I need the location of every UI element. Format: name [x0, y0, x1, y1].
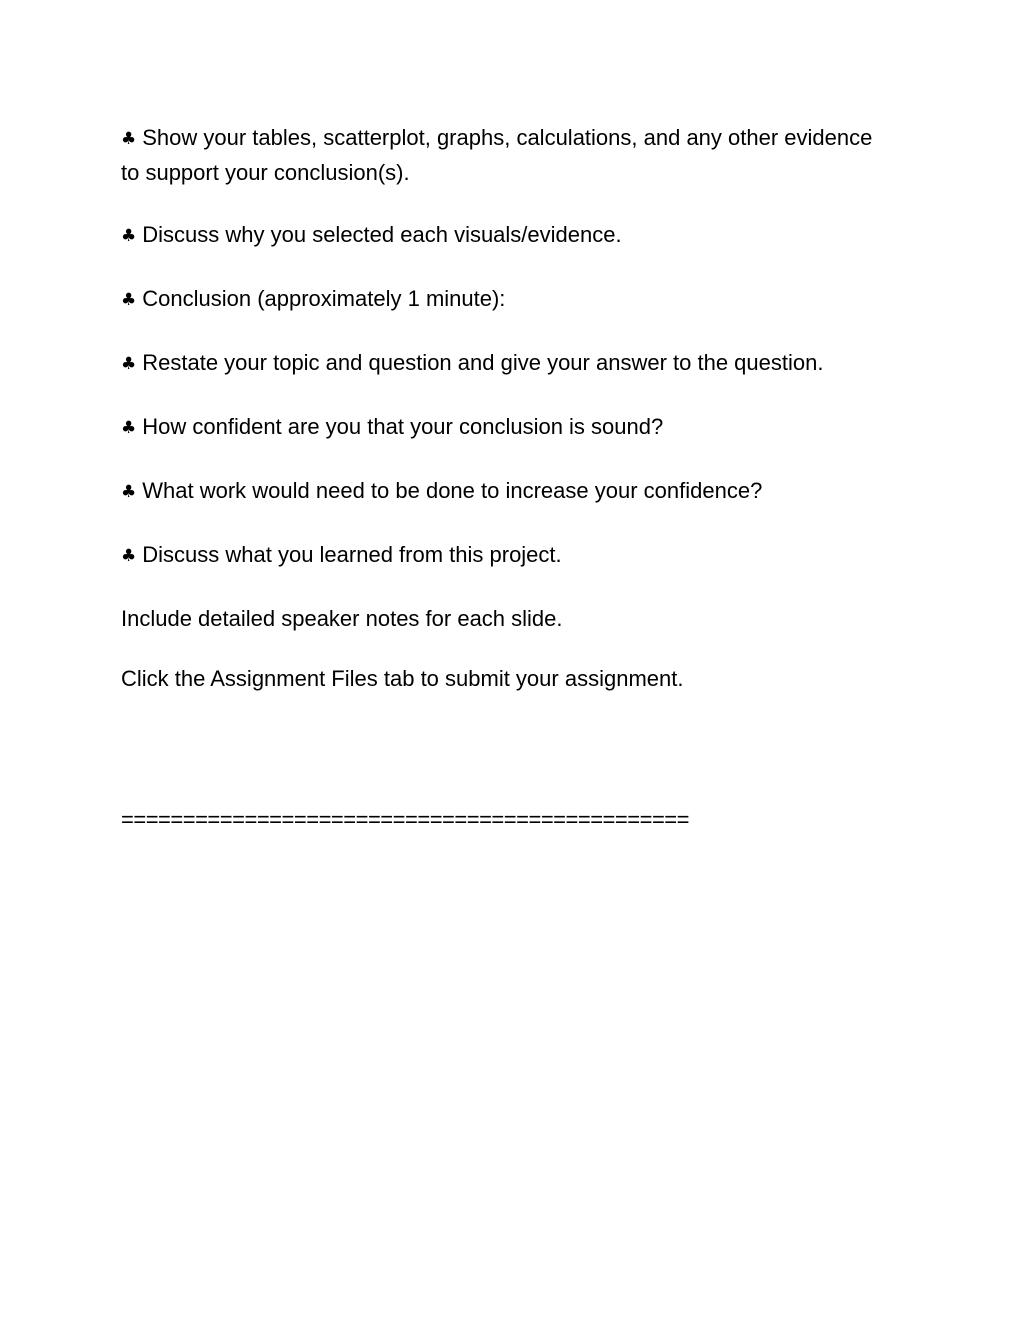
list-item-text: What work would need to be done to increase your confidence?: [142, 478, 763, 503]
list-item-text: Show your tables, scatterplot, graphs, calculations, and any other evidence to support your conclusion(s).: [121, 125, 873, 185]
speaker-notes-paragraph: Include detailed speaker notes for each slide.: [121, 606, 563, 631]
club-bullet-icon: ♣: [121, 290, 137, 310]
list-item-text: How confident are you that your conclusion is sound?: [142, 414, 664, 439]
club-bullet-icon: ♣: [121, 354, 137, 374]
list-item: [121, 346, 881, 381]
list-item: [121, 121, 881, 189]
list-item: [121, 538, 881, 573]
club-bullet-icon: ♣: [121, 418, 137, 438]
list-item-text: Discuss why you selected each visuals/evidence.: [142, 222, 622, 247]
list-item: [121, 282, 881, 317]
document-content: [121, 121, 881, 695]
club-bullet-icon: ♣: [121, 226, 137, 246]
list-item-text: Conclusion (approximately 1 minute):: [142, 286, 506, 311]
list-item: [121, 410, 881, 445]
club-bullet-icon: ♣: [121, 129, 137, 149]
club-bullet-icon: ♣: [121, 482, 137, 502]
submit-instructions-paragraph: Click the Assignment Files tab to submit your assignment.: [121, 666, 684, 691]
list-item: [121, 474, 881, 509]
list-item: [121, 218, 881, 253]
separator-line: ==============================================: [121, 807, 689, 832]
list-item-text: Restate your topic and question and give your answer to the question.: [142, 350, 824, 375]
list-item-text: Discuss what you learned from this project.: [142, 542, 562, 567]
club-bullet-icon: ♣: [121, 546, 137, 566]
